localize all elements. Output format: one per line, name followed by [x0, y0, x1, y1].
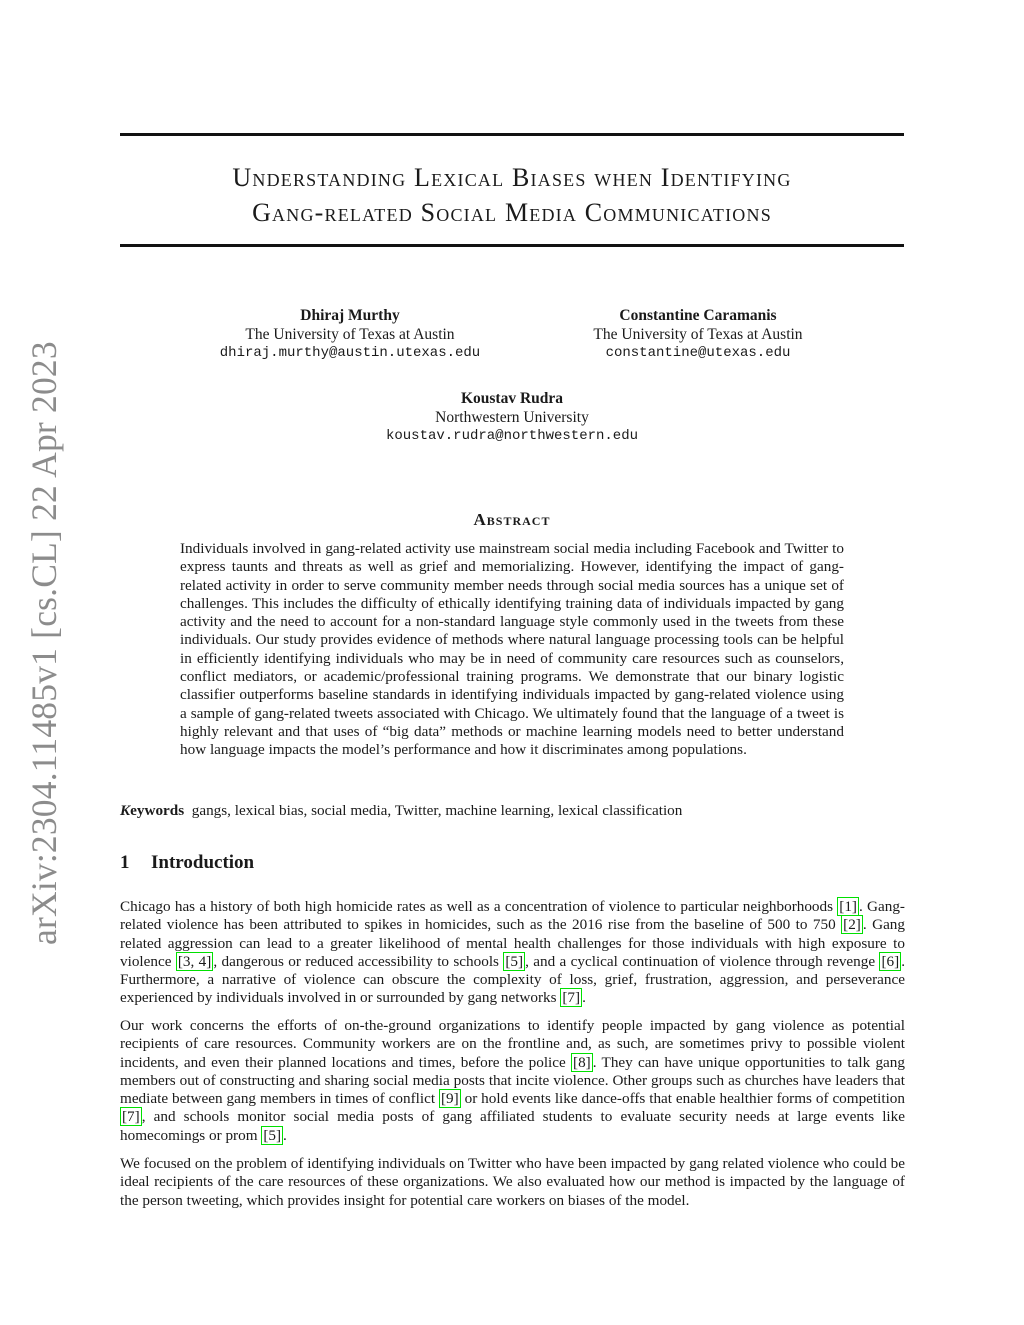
author-email[interactable]: constantine@utexas.edu: [605, 345, 791, 361]
author-affiliation: Northwestern University: [435, 409, 589, 426]
paper-title-line-2: Gang-related Social Media Communications: [252, 198, 772, 227]
author-email[interactable]: koustav.rudra@northwestern.edu: [385, 428, 639, 444]
author-name: Constantine Caramanis: [619, 307, 777, 324]
citation-link[interactable]: [5]: [505, 952, 524, 970]
keywords-label-k: K: [120, 802, 131, 819]
paragraph-text: , and schools monitor social media posts of gang affiliated students to evaluate security needs at large events like homecomings or prom: [120, 1108, 905, 1144]
paragraph-text: Our work concerns the efforts of on-the-ground organizations to identify people impacted by gang violence as potential recipients of care resources. Community workers are on the frontline and, as such, are sometimes privy to possible violent incidents, and even their planned locations and times, before the police: [120, 1017, 905, 1071]
paper-title-line-1: Understanding Lexical Biases when Identifying: [232, 163, 792, 192]
abstract-text: Individuals involved in gang-related activity use mainstream social media including Facebook and Twitter to express taunts and threats as well as grief and memorializing. However, identifying the impact of gang-related activity in order to serve community member needs through social media sources has a unique set of challenges. This includes the difficulty of ethically identifying training data of individuals impacted by gang activity and the need to account for a non-standard language style commonly used in the tweets from these individuals. Our study provides evidence of methods where natural language processing tools can be helpful in efficiently identifying individuals who may be in need of community care resources such as counselors, conflict mediators, or academic/professional training programs. We demonstrate that our binary logistic classifier outperforms baseline standards in identifying individuals impacted by gang-related violence using a sample of gang-related tweets associated with Chicago. We ultimately found that the language of a tweet is highly relevant and that uses of “big data” methods or machine learning models need to better understand how language impacts the model’s performance and how it discriminates among populations.: [180, 540, 844, 759]
paragraph-text: . Gang-related violence has been attributed to spikes in homicides, such as the 2016 rise from the baseline of 500 to 750: [120, 898, 905, 934]
author-email[interactable]: dhiraj.murthy@austin.utexas.edu: [219, 345, 481, 361]
title-top-rule: [120, 133, 904, 136]
section-heading-introduction: [120, 852, 254, 874]
author-block-2: [548, 306, 848, 363]
title-bottom-rule: [120, 244, 904, 247]
intro-paragraph-1: [120, 898, 905, 1008]
paper-title: [120, 160, 904, 230]
citation-link[interactable]: [2]: [843, 916, 861, 934]
citation-link[interactable]: [5]: [263, 1126, 282, 1144]
author-affiliation: The University of Texas at Austin: [593, 326, 803, 343]
author-block-3: [362, 389, 662, 446]
keywords-label: [120, 802, 184, 819]
citation-link[interactable]: [3, 4]: [177, 952, 212, 970]
section-number: 1: [120, 852, 130, 873]
arxiv-identifier-stamp[interactable]: arXiv:2304.11485v1 [cs.CL] 22 Apr 2023: [24, 341, 64, 945]
author-name: Koustav Rudra: [460, 390, 564, 407]
intro-paragraph-2: [120, 1017, 905, 1145]
citation-link[interactable]: [7]: [122, 1108, 140, 1126]
paragraph-text: or hold events like dance-offs that enable healthier forms of competition: [460, 1090, 905, 1108]
paragraph-text: Chicago has a history of both high homicide rates as well as a concentration of violence to particular neighborhoods: [120, 898, 838, 915]
author-name: Dhiraj Murthy: [300, 307, 400, 324]
citation-link[interactable]: [6]: [881, 952, 900, 970]
author-block-1: [200, 306, 500, 363]
citation-link[interactable]: [1]: [839, 898, 857, 915]
paragraph-text: .: [582, 989, 586, 1007]
paragraph-text: .: [283, 1126, 287, 1144]
paragraph-text: . They can have unique opportunities to talk gang members out of constructing and sharing social media posts that incite violence. Other groups such as churches have leaders that mediate between gang members in times of conflict: [120, 1053, 905, 1108]
paragraph-text: , and a cyclical continuation of violence through revenge: [525, 952, 880, 970]
citation-link[interactable]: [8]: [573, 1053, 591, 1071]
section-title: Introduction: [151, 852, 255, 873]
citation-link[interactable]: [7]: [562, 989, 581, 1007]
keywords-label-rest: eywords: [130, 802, 185, 819]
intro-paragraph-3: We focused on the problem of identifying individuals on Twitter who have been impacted by gang related violence who could be ideal recipients of the care resources of these organizations. We also evaluated how our method is impacted by the language of the person tweeting, which provides insight for potential care workers on biases of the model.: [120, 1155, 905, 1209]
paragraph-text: . Furthermore, a narrative of violence can obscure the complexity of loss, grief, frustration, aggression, and perseverance experienced by individuals involved in or surrounded by gang networks: [120, 952, 905, 1007]
abstract-heading: Abstract: [473, 510, 551, 529]
keywords-line: [120, 801, 904, 820]
author-affiliation: The University of Texas at Austin: [245, 326, 455, 343]
paragraph-text: . Gang related aggression can lead to a greater likelihood of mental health challenges for those individuals with high exposure to violence: [120, 916, 905, 970]
keywords-text: gangs, lexical bias, social media, Twitter, machine learning, lexical classification: [191, 802, 683, 819]
citation-link[interactable]: [9]: [440, 1090, 459, 1108]
paragraph-text: , dangerous or reduced accessibility to schools: [213, 952, 504, 970]
